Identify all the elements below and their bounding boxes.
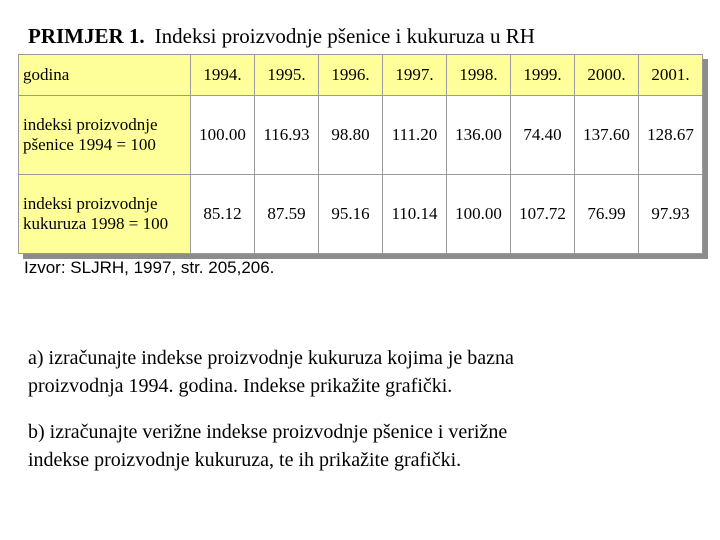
row-label-line1: indeksi proizvodnje <box>23 115 158 134</box>
year-cell: 1995. <box>255 55 319 96</box>
year-cell: 2001. <box>639 55 703 96</box>
year-cell: 2000. <box>575 55 639 96</box>
table-row-wheat <box>19 96 703 175</box>
value-cell: 136.00 <box>447 96 511 175</box>
year-cell: 1998. <box>447 55 511 96</box>
value-cell: 111.20 <box>383 96 447 175</box>
task-b <box>28 418 688 474</box>
value-cell: 116.93 <box>255 96 319 175</box>
title-text: Indeksi proizvodnje pšenice i kukuruza u RH <box>154 24 535 48</box>
row-label-line2: pšenice 1994 = 100 <box>23 135 156 154</box>
value-cell: 100.00 <box>191 96 255 175</box>
task-b-line2: indekse proizvodnje kukuruza, te ih prikažite grafički. <box>28 449 462 471</box>
year-cell: 1996. <box>319 55 383 96</box>
year-cell: 1997. <box>383 55 447 96</box>
task-a-line1: a) izračunajte indekse proizvodnje kukuruza kojima je bazna <box>28 347 514 369</box>
value-cell: 137.60 <box>575 96 639 175</box>
task-b-line1: b) izračunajte verižne indekse proizvodnje pšenice i verižne <box>28 421 508 443</box>
index-table <box>18 54 703 254</box>
header-label: godina <box>19 55 191 96</box>
table-header-row <box>19 55 703 96</box>
row-label <box>19 96 191 175</box>
value-cell: 128.67 <box>639 96 703 175</box>
value-cell: 97.93 <box>639 175 703 254</box>
row-label-line1: indeksi proizvodnje <box>23 194 158 213</box>
example-number: PRIMJER 1. <box>28 24 145 48</box>
row-label-line2: kukuruza 1998 = 100 <box>23 214 169 233</box>
value-cell: 95.16 <box>319 175 383 254</box>
value-cell: 98.80 <box>319 96 383 175</box>
page-title <box>28 24 535 49</box>
value-cell: 100.00 <box>447 175 511 254</box>
value-cell: 76.99 <box>575 175 639 254</box>
row-label <box>19 175 191 254</box>
index-table-container <box>18 54 703 254</box>
task-a <box>28 344 688 400</box>
value-cell: 87.59 <box>255 175 319 254</box>
source-note: Izvor: SLJRH, 1997, str. 205,206. <box>24 258 275 277</box>
value-cell: 107.72 <box>511 175 575 254</box>
value-cell: 110.14 <box>383 175 447 254</box>
year-cell: 1994. <box>191 55 255 96</box>
task-a-line2: proizvodnja 1994. godina. Indekse prikažite grafički. <box>28 375 453 397</box>
value-cell: 85.12 <box>191 175 255 254</box>
value-cell: 74.40 <box>511 96 575 175</box>
year-cell: 1999. <box>511 55 575 96</box>
table-row-corn <box>19 175 703 254</box>
